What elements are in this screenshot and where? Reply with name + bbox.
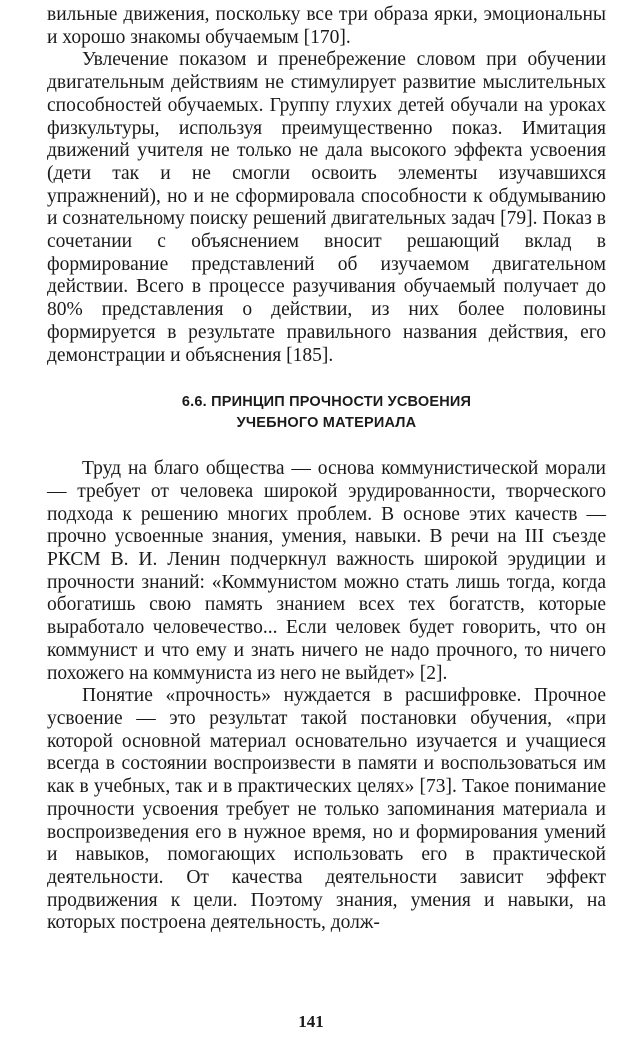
section-heading-line-1: 6.6. ПРИНЦИП ПРОЧНОСТИ УСВОЕНИЯ [181,394,472,411]
section-heading [47,392,606,434]
paragraph-labor: Труд на благо общества — основа коммунистической морали — требует от человека широкой эрудированности, творческого подхода к решению многих проблем. В основе этих качеств — прочно усвоенные знания, умения, навыки. В речи на III съезде РКСМ В. И. Ленин подчеркнул важность широкой эрудиции и прочности знаний: «Коммунистом можно стать лишь тогда, когда обогатишь свою память знанием всех тех богатств, которые выработало человечество... Если человек будет говорить, что он коммунист и что ему и знать ничего не надо прочного, то ничего похожего на коммуниста из него не выйдет» [2]. [47,458,606,684]
section-heading-line-2: УЧЕБНОГО МАТЕРИАЛА [236,415,417,432]
page-number: 141 [298,1012,324,1031]
paragraph-demonstration: Увлечение показом и пренебрежение словом при обучении двигательным действиям не стимулирует развитие мыслительных способностей обучаемых. Группу глухих детей обучали на уроках физкультуры, используя преимущественно показ. Имитация движений учителя не только не дала высокого эффекта усвоения (дети так и не смогли освоить элементы изучавшихся упражнений), но и не сформировала способности к обдумыванию и сознательному поиску решений двигательных задач [79]. Показ в сочетании с объяснением вносит решающий вклад в формирование представлений об изучаемом двигательном действии. Всего в процессе разучивания обучаемый получает до 80% представления о действии, из них более половины формируется в результате правильного названия действия, его демонстрации и объяснения [185]. [47,49,606,366]
paragraph-durability: Понятие «прочность» нуждается в расшифровке. Прочное усвоение — это результат такой постановки обучения, «при которой основной материал основательно изучается и учащиеся всегда в состоянии воспроизвести в памяти и воспользоваться им как в учебных, так и в практических целях» [73]. Такое понимание прочности усвоения требует не только запоминания материала и воспроизведения его в нужное время, но и формирования умений и навыков, помогающих использовать его в практической деятельности. От качества деятельности зависит эффект продвижения к цели. Поэтому знания, умения и навыки, на которых построена деятельность, долж- [47,685,606,934]
paragraph-continuation: вильные движения, поскольку все три образа ярки, эмоциональны и хорошо знакомы обучаемым [170]. [47,4,606,48]
